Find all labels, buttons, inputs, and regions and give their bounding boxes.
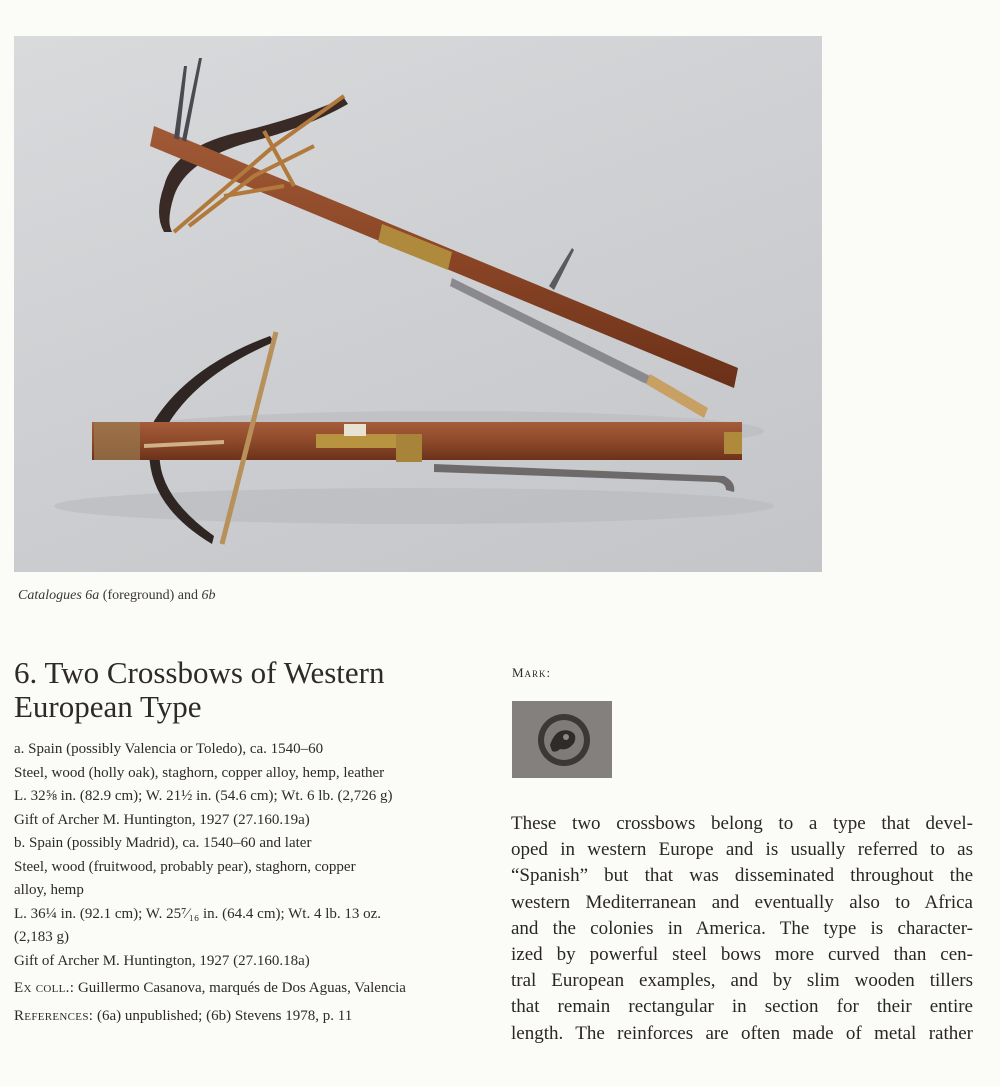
front-cap-6b [94,422,140,460]
caption-middle: (foreground) and [99,588,202,603]
entry-title-line-1: 6. Two Crossbows of Western [14,655,385,690]
body-line: that remain rectangular in section for their entire [511,996,973,1018]
trigger-lever-6b [434,464,734,492]
body-line: ized by powerful steel bows more curved than cen- [511,944,973,966]
entry-body-text [511,811,973,1047]
body-line: tral European examples, and by slim wooden tillers [511,970,973,992]
b-dimensions-line-2: (2,183 g) [14,929,69,945]
crossbows-illustration [14,36,822,572]
entry-metadata [14,738,484,1028]
caption-prefix: Catalogues 6a [18,588,100,603]
a-materials: Steel, wood (holly oak), staghorn, copper alloy, hemp, leather [14,764,385,781]
references-value: (6a) unpublished; (6b) Stevens 1978, p. 11 [93,1007,353,1024]
body-line: western Mediterranean and eventually also to Africa [511,891,973,913]
a-credit: Gift of Archer M. Huntington, 1927 (27.160.19a) [14,811,310,828]
ex-collection [14,977,484,1001]
b-dimensions-line-1: L. 36¼ in. (92.1 cm); W. 25⁷⁄₁₆ in. (64.4 cm); Wt. 4 lb. 13 oz. [14,905,382,922]
mark-label: Mark: [512,665,552,680]
crossbows-photo [14,36,822,572]
rear-cap-6b [724,432,742,454]
body-line: length. The reinforces are often made of metal rather [511,1022,973,1044]
b-materials-line-2: alloy, hemp [14,882,84,898]
b-origin: b. Spain (possibly Madrid), ca. 1540–60 and later [14,835,312,851]
a-dimensions: L. 32⅝ in. (82.9 cm); W. 21½ in. (54.6 cm); Wt. 6 lb. (2,726 g) [14,788,393,804]
ex-collection-label: Ex coll.: [14,980,75,996]
references-label: References: [14,1007,94,1024]
crossbow-6a [150,58,738,418]
b-credit: Gift of Archer M. Huntington, 1927 (27.160.18a) [14,952,310,969]
body-line: “Spanish” but that was disseminated throughout the [511,865,973,887]
entry-title-line-2: European Type [14,689,202,724]
ex-collection-value: Guillermo Casanova, marqués de Dos Aguas, Valencia [74,980,406,996]
a-origin: a. Spain (possibly Valencia or Toledo), ca. 1540–60 [14,741,324,757]
b-materials-line-1: Steel, wood (fruitwood, probably pear), staghorn, copper [14,858,356,875]
body-line: These two crossbows belong to a type that devel- [511,813,973,834]
mark-stamp-image [512,701,612,778]
stamp-mark-icon [512,701,612,778]
spike-6a [549,248,574,290]
rope-wrap-6a [646,374,708,418]
body-line: and the colonies in America. The type is character- [511,917,973,939]
caption-suffix: 6b [201,588,216,603]
body-line: oped in western Europe and is usually referred to as [511,839,973,861]
nut-6b [344,424,366,436]
entry-title [14,656,484,724]
references [14,1005,484,1029]
fitting-plate-6b [396,434,422,462]
photo-caption [18,588,216,604]
